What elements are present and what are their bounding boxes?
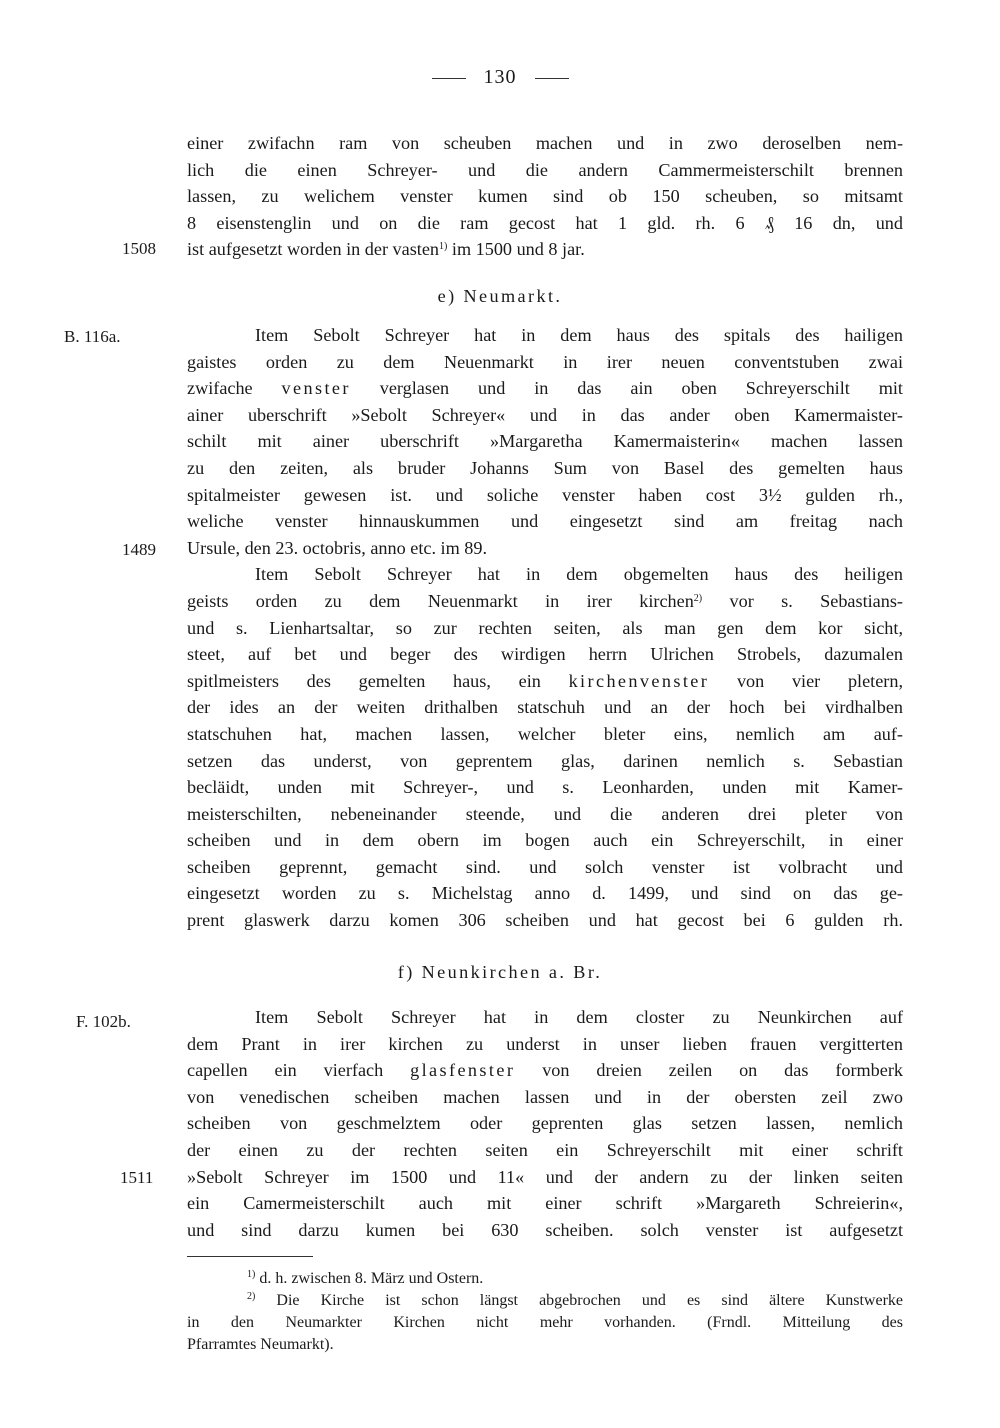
text-line: 8 eisenstenglin und on die ram gecost hat 1 gld. rh. 6 ₰ 16 dn, und bbox=[187, 212, 903, 233]
text-line: ein Camermeisterschilt auch mit einer schrift »Margareth Schreierin«, bbox=[187, 1193, 903, 1214]
footnote-2 bbox=[187, 1290, 903, 1312]
text-span: spitlmeisters des gemelten haus, ein bbox=[187, 670, 569, 691]
text-line: schilt mit ainer uberschrift »Margaretha Kamermaisterin« machen lassen bbox=[187, 431, 903, 452]
text-span: capellen ein vierfach bbox=[187, 1060, 411, 1081]
text-line: eingesetzt worden zu s. Michelstag anno d. 1499, und sind on das ge- bbox=[187, 883, 903, 904]
text-line: weliche venster hinnauskummen und eingesetzt sind am freitag nach bbox=[187, 511, 903, 532]
text-line bbox=[187, 375, 903, 402]
margin-reference: F. 102b. bbox=[76, 1012, 131, 1031]
footnote-2-line: in den Neumarkter Kirchen nicht mehr vorhanden. (Frndl. Mitteilung des bbox=[187, 1314, 903, 1331]
text-line: Ursule, den 23. octobris, anno etc. im 89. bbox=[187, 537, 488, 558]
text-line: zu den zeiten, als bruder Johanns Sum von Basel des gemelten haus bbox=[187, 457, 903, 478]
spaced-text: venster bbox=[281, 378, 351, 399]
heading-text: e) Neumarkt. bbox=[437, 286, 563, 306]
footnote-2-line: Pfarramtes Neumarkt). bbox=[187, 1336, 334, 1353]
footnote-1 bbox=[187, 1268, 903, 1290]
text-span: von vier pletern, bbox=[709, 670, 903, 691]
text-line: von venedischen scheiben machen lassen und in der obersten zeil zwo bbox=[187, 1086, 903, 1107]
text-line: der einen zu der rechten seiten ein Schreyerschilt mit einer schrift bbox=[187, 1139, 903, 1160]
section-f-paragraph bbox=[187, 1004, 903, 1243]
section-d-paragraph bbox=[187, 130, 903, 263]
text-span: ist aufgesetzt worden in der vasten bbox=[187, 239, 440, 260]
footnote-rule bbox=[187, 1256, 313, 1257]
text-line: gaistes orden zu dem Neuenmarkt in irer neuen conventstuben zwai bbox=[187, 351, 903, 372]
text-line: scheiben geprennt, gemacht sind. und solch venster ist volbracht und bbox=[187, 856, 903, 877]
text-line: Item Sebolt Schreyer hat in dem closter zu Neunkirchen auf bbox=[255, 1007, 903, 1027]
header-dash-right bbox=[535, 78, 569, 79]
text-line: steet, auf bet und beger des wirdigen herrn Ulrichen Strobels, dazumalen bbox=[187, 644, 903, 665]
text-span: zwifache bbox=[187, 378, 282, 399]
text-line: becläidt, unden mit Schreyer-, und s. Leonharden, unden mit Kamer- bbox=[187, 777, 903, 798]
footnote-mark: 1) bbox=[247, 1269, 256, 1280]
text-line: setzen das underst, von geprentem glas, darinen nemlich s. Sebastian bbox=[187, 750, 903, 771]
margin-year: 1489 bbox=[122, 540, 156, 559]
footnote-ref: 2) bbox=[693, 592, 703, 604]
text-line: »Sebolt Schreyer im 1500 und 11« und der andern zu der linken seiten bbox=[187, 1166, 903, 1187]
text-line: und s. Lienhartsaltar, so zur rechten seiten, als man gen dem kor sicht, bbox=[187, 617, 903, 638]
text-line: statschuhen hat, machen lassen, welcher bleter eins, nemlich am auf- bbox=[187, 723, 903, 744]
text-line bbox=[187, 588, 903, 615]
text-line: Item Sebolt Schreyer hat in dem obgemelten haus des heiligen bbox=[255, 564, 903, 585]
header-dash-left bbox=[432, 78, 466, 79]
text-line: lassen, zu welichem venster kumen sind ob 150 scheuben, so mitsamt bbox=[187, 186, 903, 207]
footnote-text: Die Kirche ist schon längst abgebrochen und es sind ältere Kunstwerke bbox=[255, 1292, 903, 1309]
text-line: ainer uberschrift »Sebolt Schreyer« und in das ander oben Kamermaister- bbox=[187, 404, 903, 425]
text-line: Item Sebolt Schreyer hat in dem haus des spitals des hailigen bbox=[255, 325, 903, 345]
text-line: der ides an der weiten drithalben statschuh und an der hoch bei virdhalben bbox=[187, 697, 903, 718]
text-span: von dreien zeilen on das formberk bbox=[515, 1060, 903, 1081]
text-span: im 1500 und 8 jar. bbox=[447, 239, 585, 260]
spaced-text: kirchenvenster bbox=[568, 670, 710, 691]
text-line: prent glaswerk darzu komen 306 scheiben und hat gecost bei 6 gulden rh. bbox=[187, 910, 903, 931]
text-line bbox=[187, 236, 903, 263]
section-heading bbox=[0, 962, 1000, 983]
text-line: scheiben und in dem obern im bogen auch ein Schreyerschilt, in einer bbox=[187, 830, 903, 851]
margin-year: 1508 bbox=[122, 239, 156, 258]
text-span: geists orden zu dem Neuenmarkt in irer kirchen bbox=[187, 590, 694, 611]
page-number-header bbox=[0, 66, 1000, 89]
text-line: einer zwifachn ram von scheuben machen und in zwo deroselben nem- bbox=[187, 133, 903, 153]
text-line: scheiben von geschmelztem oder geprenten glas setzen lassen, nemlich bbox=[187, 1113, 903, 1134]
text-line: meisterschilten, nebeneinander steende, und die anderen drei pleter von bbox=[187, 803, 903, 824]
margin-year: 1511 bbox=[120, 1168, 154, 1187]
text-span: verglasen und in das ain oben Schreyerschilt mit bbox=[350, 378, 903, 399]
section-heading bbox=[0, 286, 1000, 307]
section-e-paragraph-1 bbox=[187, 322, 903, 934]
footnote-text: d. h. zwischen 8. März und Ostern. bbox=[255, 1270, 484, 1287]
footnote-ref: 1) bbox=[439, 241, 448, 253]
text-line: lich die einen Schreyer- und die andern Cammermeisterschilt brennen bbox=[187, 159, 903, 180]
footnote-mark: 2) bbox=[247, 1291, 256, 1302]
page-number: 130 bbox=[483, 66, 517, 88]
footnotes bbox=[187, 1268, 903, 1356]
margin-reference: B. 116a. bbox=[64, 327, 121, 346]
heading-text: f) Neunkirchen a. Br. bbox=[397, 962, 603, 982]
text-line bbox=[187, 1057, 903, 1084]
text-line bbox=[187, 668, 903, 695]
text-line: spitalmeister gewesen ist. und soliche venster haben cost 3½ gulden rh., bbox=[187, 484, 903, 505]
text-line: und sind darzu kumen bei 630 scheiben. solch venster ist aufgesetzt bbox=[187, 1219, 903, 1240]
text-span: vor s. Sebastians- bbox=[702, 590, 903, 611]
spaced-text: glasfenster bbox=[410, 1060, 516, 1081]
text-line: dem Prant in irer kirchen zu underst in unser lieben frauen vergitterten bbox=[187, 1033, 903, 1054]
